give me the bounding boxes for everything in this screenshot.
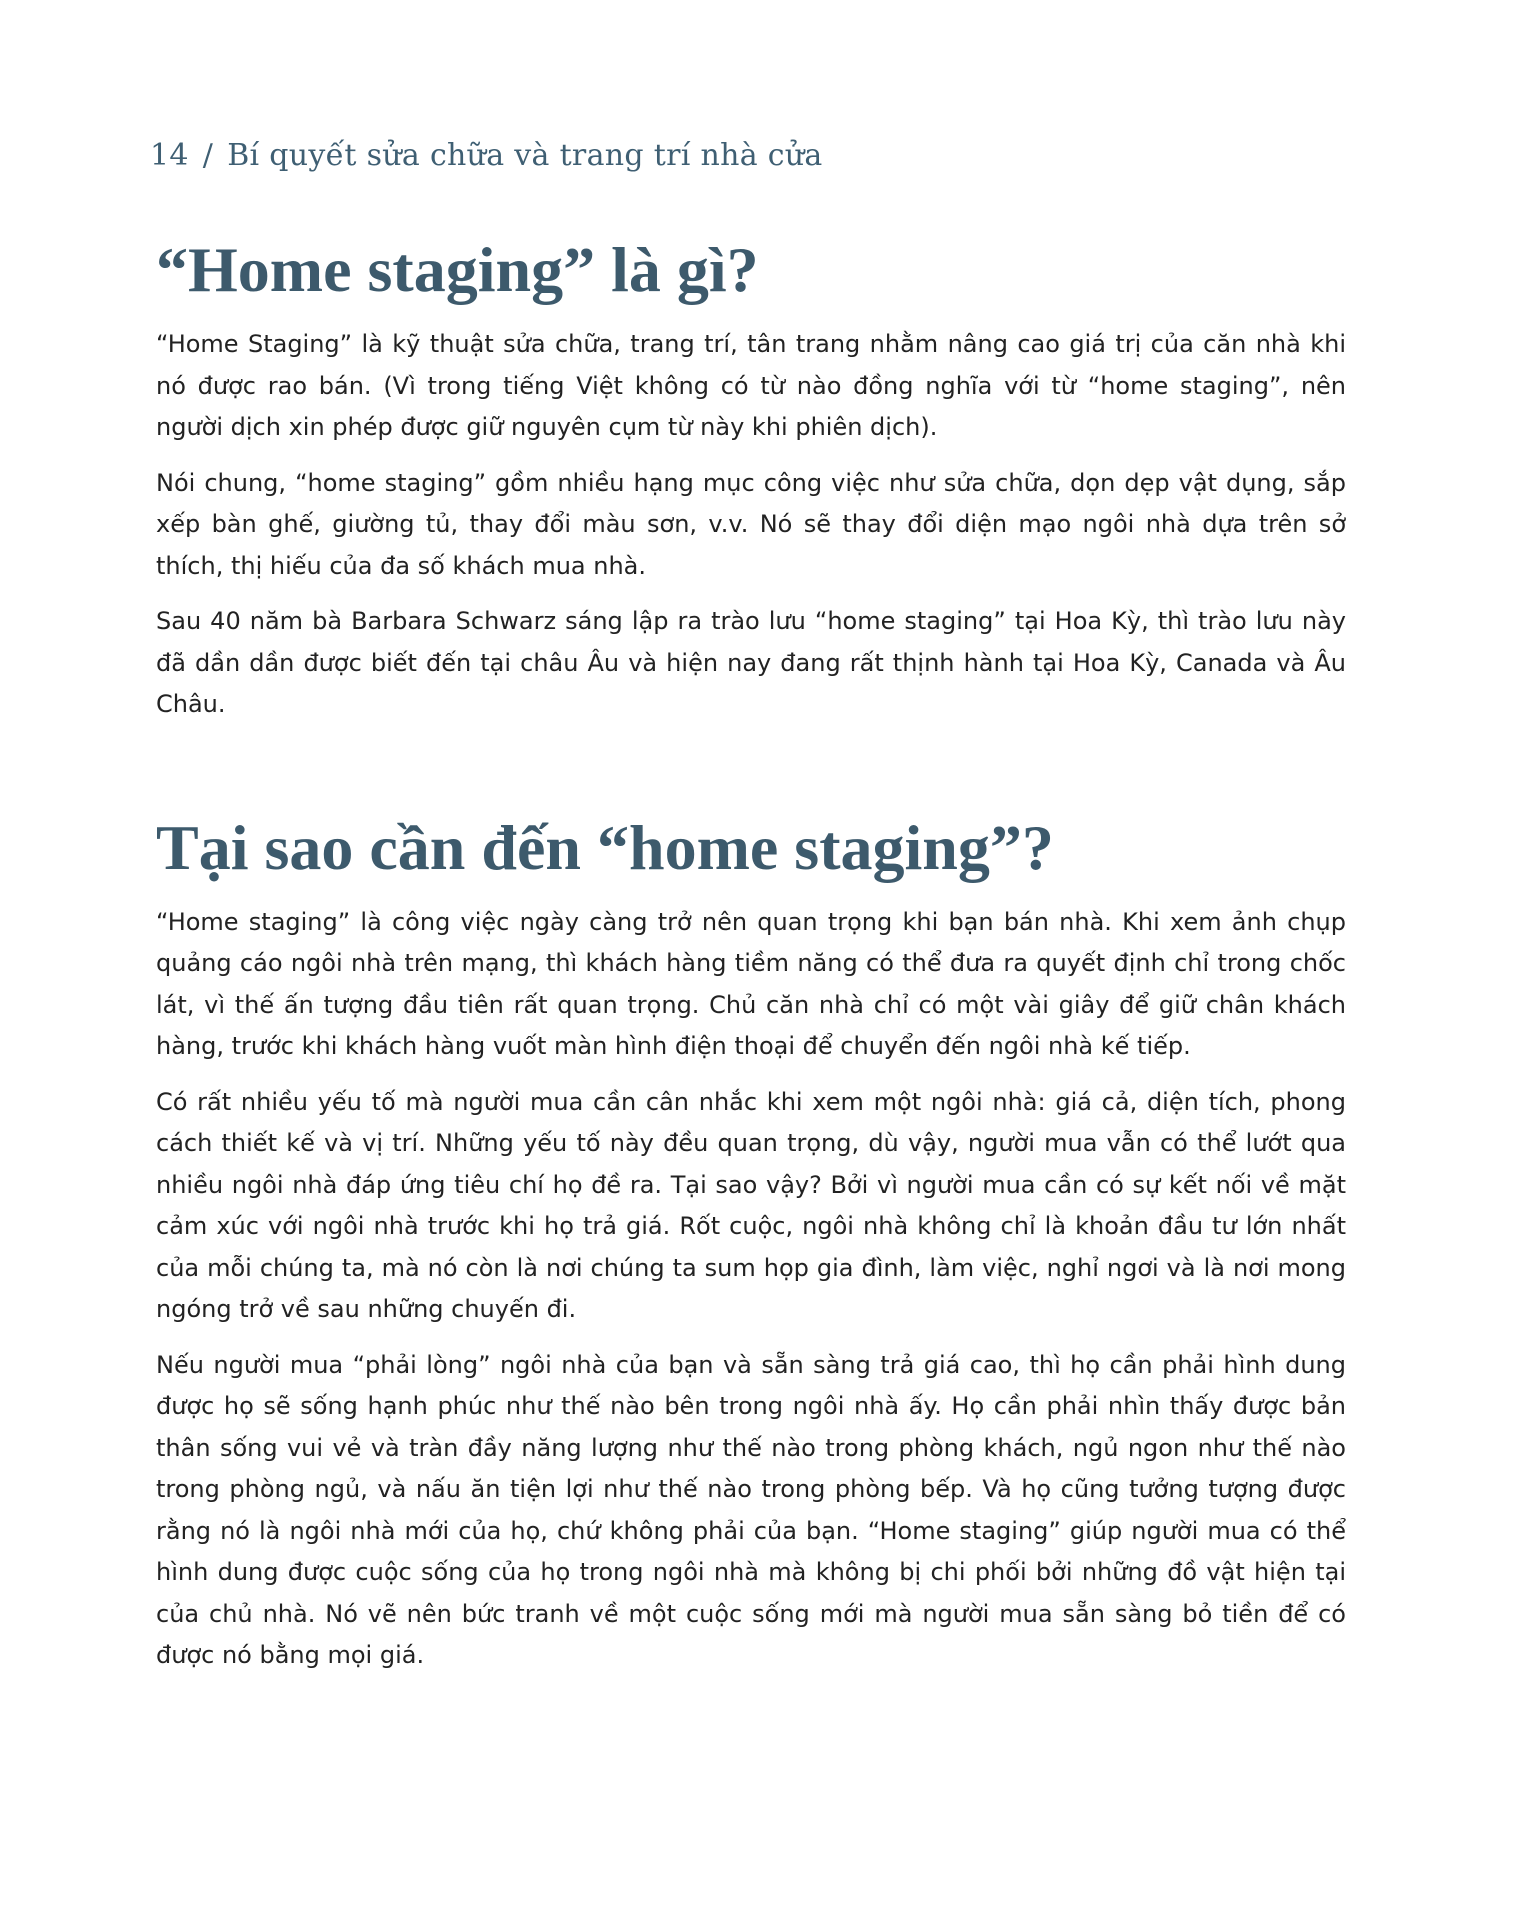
book-title: Bí quyết sửa chữa và trang trí nhà cửa (227, 138, 823, 173)
running-header (150, 138, 823, 173)
page-content (156, 228, 1346, 1677)
page-number: 14 (150, 138, 189, 173)
paragraph: Sau 40 năm bà Barbara Schwarz sáng lập ra trào lưu “home staging” tại Hoa Kỳ, thì trào lưu này đã dần dần được biết đến tại châu Âu và hiện nay đang rất thịnh hành tại Hoa Kỳ, Canada và Âu Châu. (156, 607, 1346, 718)
header-separator: / (202, 138, 214, 173)
paragraph: “Home Staging” là kỹ thuật sửa chữa, trang trí, tân trang nhằm nâng cao giá trị của căn nhà khi nó được rao bán. (Vì trong tiếng Việt không có từ nào đồng nghĩa với từ “home staging”, nên người dịch xin phép được giữ nguyên cụm từ này khi phiên dịch). (156, 330, 1346, 441)
paragraph: Có rất nhiều yếu tố mà người mua cần cân nhắc khi xem một ngôi nhà: giá cả, diện tích, phong cách thiết kế và vị trí. Những yếu tố này đều quan trọng, dù vậy, người mua vẫn có thể lướt qua nhiều ngôi nhà đáp ứng tiêu chí họ đề ra. Tại sao vậy? Bởi vì người mua cần có sự kết nối về mặt cảm xúc với ngôi nhà trước khi họ trả giá. Rốt cuộc, ngôi nhà không chỉ là khoản đầu tư lớn nhất của mỗi chúng ta, mà nó còn là nơi chúng ta sum họp gia đình, làm việc, nghỉ ngơi và là nơi mong ngóng trở về sau những chuyến đi. (156, 1087, 1346, 1323)
paragraph: Nếu người mua “phải lòng” ngôi nhà của bạn và sẵn sàng trả giá cao, thì họ cần phải hình dung được họ sẽ sống hạnh phúc như thế nào bên trong ngôi nhà ấy. Họ cần phải nhìn thấy được bản thân sống vui vẻ và tràn đầy năng lượng như thế nào trong phòng khách, ngủ ngon như thế nào trong phòng ngủ, và nấu ăn tiện lợi như thế nào trong phòng bếp. Và họ cũng tưởng tượng được rằng nó là ngôi nhà mới của họ, chứ không phải của bạn. “Home staging” giúp người mua có thể hình dung được cuộc sống của họ trong ngôi nhà mà không bị chi phối bởi những đồ vật hiện tại của chủ nhà. Nó vẽ nên bức tranh về một cuộc sống mới mà người mua sẵn sàng bỏ tiền để có được nó bằng mọi giá. (156, 1350, 1346, 1669)
paragraph: “Home staging” là công việc ngày càng trở nên quan trọng khi bạn bán nhà. Khi xem ảnh chụp quảng cáo ngôi nhà trên mạng, thì khách hàng tiềm năng có thể đưa ra quyết định chỉ trong chốc lát, vì thế ấn tượng đầu tiên rất quan trọng. Chủ căn nhà chỉ có một vài giây để giữ chân khách hàng, trước khi khách hàng vuốt màn hình điện thoại để chuyển đến ngôi nhà kế tiếp. (156, 907, 1346, 1060)
section-heading-why-home-staging: Tại sao cần đến “home staging”? (156, 811, 1054, 883)
section-heading-what-is-home-staging: “Home staging” là gì? (156, 234, 759, 305)
paragraph: Nói chung, “home staging” gồm nhiều hạng mục công việc như sửa chữa, dọn dẹp vật dụng, sắp xếp bàn ghế, giường tủ, thay đổi màu sơn, v.v. Nó sẽ thay đổi diện mạo ngôi nhà dựa trên sở thích, thị hiếu của đa số khách mua nhà. (156, 468, 1346, 580)
